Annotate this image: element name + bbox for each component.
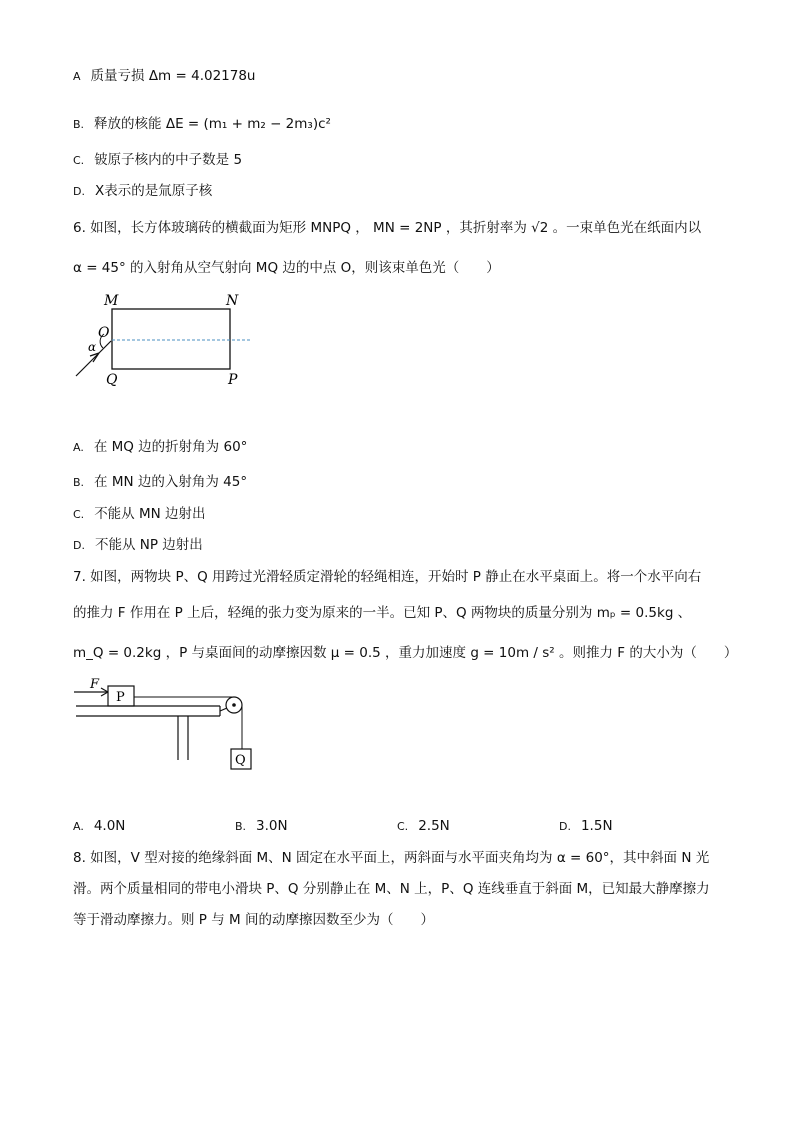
label-Q: Q — [235, 753, 246, 768]
q6-option-c — [73, 504, 206, 525]
q7-stem-line2: 的推力 F 作用在 P 上后，轻绳的张力变为原来的一半。已知 P、Q 两物块的质量分别为 mₚ = 0.5kg 、 — [73, 605, 692, 621]
option-text: X表示的是氚原子核 — [94, 183, 213, 199]
q7-pulley-figure — [70, 678, 260, 776]
q7-option-d — [559, 816, 613, 837]
option-label: D. — [73, 185, 85, 198]
option-label: D. — [559, 820, 571, 833]
option-label: A. — [73, 820, 84, 833]
option-text: 在 MQ 边的折射角为 60° — [93, 439, 248, 455]
option-text: 2.5N — [418, 818, 450, 834]
pulley-axle — [232, 703, 236, 707]
label-alpha: α — [88, 340, 97, 354]
q5-option-a — [73, 66, 255, 87]
option-label: A — [73, 70, 81, 83]
rectangle-mnpq — [112, 309, 230, 369]
option-text: 4.0N — [93, 818, 126, 834]
q7-option-b — [235, 816, 288, 837]
label-F: F — [90, 678, 100, 692]
option-label: D. — [73, 539, 85, 552]
label-P: P — [116, 690, 125, 705]
q6-stem-line1: 6. 如图，长方体玻璃砖的横截面为矩形 MNPQ ， MN = 2NP ，其折射率为 √2 。一束单色光在纸面内以 — [73, 220, 702, 236]
option-text: 不能从 MN 边射出 — [94, 506, 206, 522]
q7-stem-line3: m_Q = 0.2kg ，P 与桌面间的动摩擦因数 μ = 0.5 ，重力加速度 g = 10m / s² 。则推力 F 的大小为（ ） — [73, 645, 738, 661]
q8-stem-line1: 8. 如图，V 型对接的绝缘斜面 M、N 固定在水平面上，两斜面与水平面夹角均为 α = 60°，其中斜面 N 光 — [73, 850, 710, 866]
option-text: 1.5N — [580, 818, 613, 834]
option-label: A. — [73, 441, 84, 454]
option-label: C. — [73, 154, 85, 167]
option-label: C. — [73, 508, 85, 521]
option-label: B. — [73, 476, 85, 489]
label-N: N — [226, 293, 239, 309]
q8-stem-line3: 等于滑动摩擦力。则 P 与 M 间的动摩擦因数至少为（ ） — [73, 912, 434, 928]
q6-option-b — [73, 472, 247, 493]
q7-option-c — [397, 816, 450, 837]
q6-glass-brick-figure — [70, 290, 260, 390]
q8-stem-line2: 滑。两个质量相同的带电小滑块 P、Q 分别静止在 M、N 上，P、Q 连线垂直于斜面 M，已知最大静摩擦力 — [73, 881, 710, 897]
option-text: 在 MN 边的入射角为 45° — [94, 474, 248, 490]
q5-option-c — [73, 150, 242, 171]
label-P: P — [228, 372, 238, 388]
q7-option-a — [73, 816, 125, 837]
q6-stem-line2: α = 45° 的入射角从空气射向 MQ 边的中点 O，则该束单色光（ ） — [73, 260, 500, 276]
label-Q: Q — [106, 372, 118, 388]
option-text: 不能从 NP 边射出 — [94, 537, 203, 553]
q7-stem-line1: 7. 如图，两物块 P、Q 用跨过光滑轻质定滑轮的轻绳相连，开始时 P 静止在水平桌面上。将一个水平向右 — [73, 569, 702, 585]
q6-option-d — [73, 535, 203, 556]
q5-option-d — [73, 181, 212, 202]
label-M: M — [104, 293, 119, 309]
label-O: O — [98, 325, 110, 341]
q5-option-b — [73, 114, 331, 135]
option-text: 3.0N — [256, 818, 288, 834]
option-text: 铍原子核内的中子数是 5 — [94, 152, 243, 168]
option-label: C. — [397, 820, 409, 833]
option-label: B. — [235, 820, 247, 833]
q6-option-a — [73, 437, 247, 458]
option-text: 释放的核能 ΔE = (m₁ + m₂ − 2m₃)c² — [94, 116, 331, 132]
option-text: 质量亏损 Δm = 4.02178u — [90, 68, 256, 84]
option-label: B. — [73, 118, 85, 131]
